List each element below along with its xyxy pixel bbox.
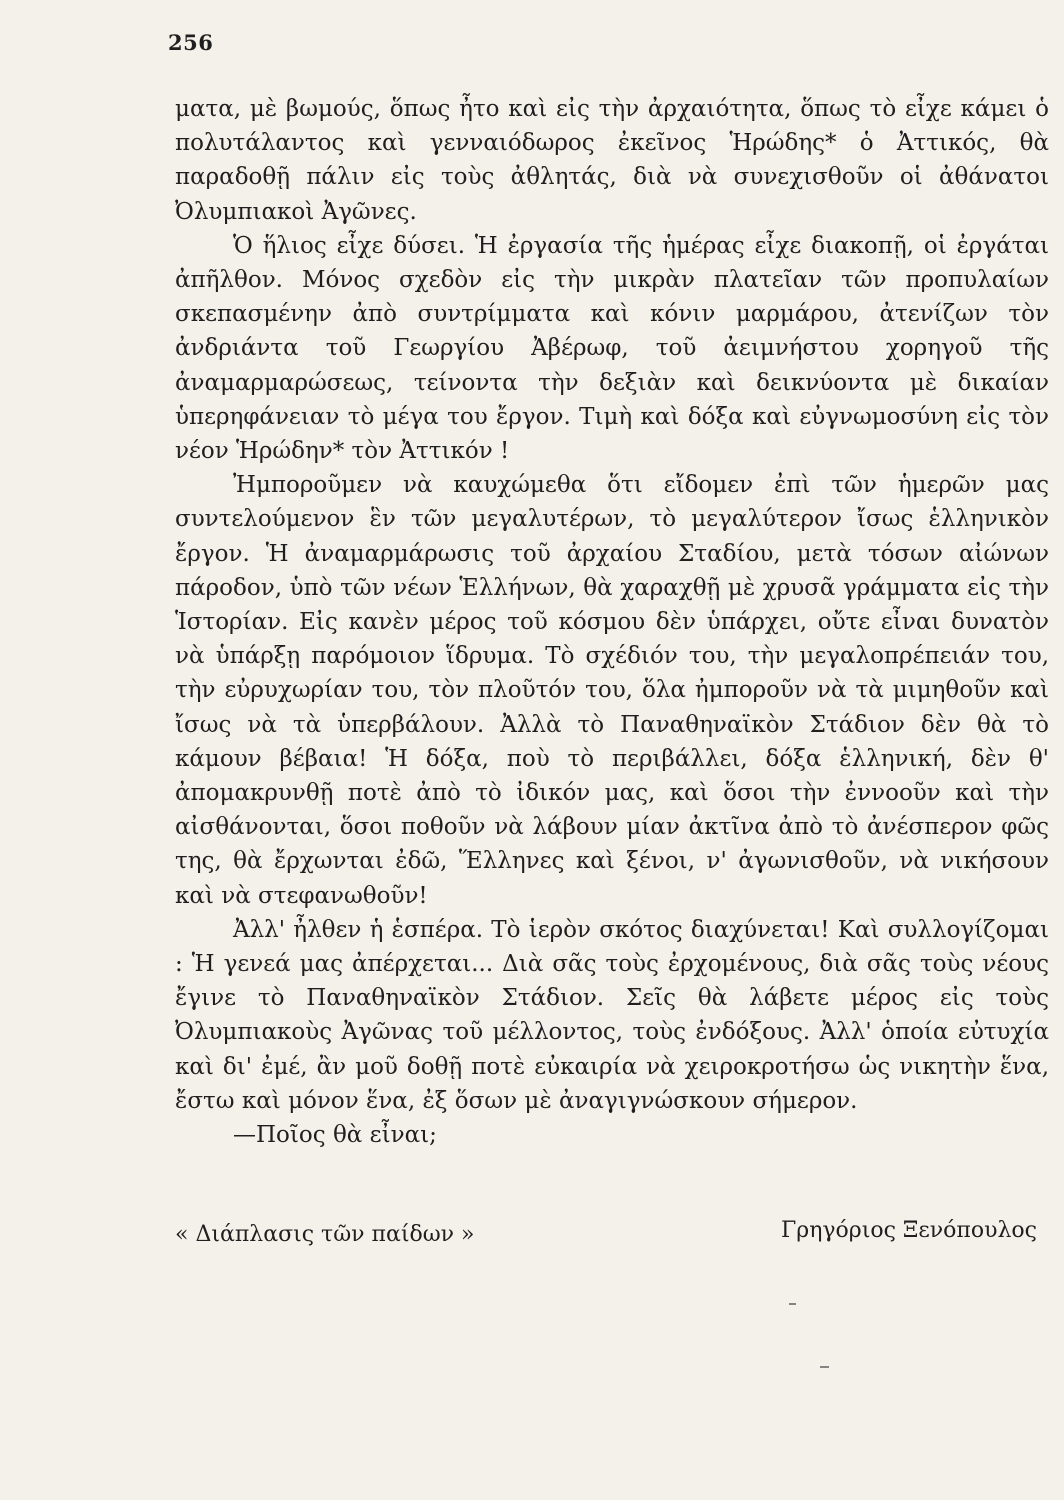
page-mark <box>820 1366 829 1368</box>
author-signature: Γρηγόριος Ξενόπουλος <box>781 1218 1037 1243</box>
article-footer <box>175 1218 1037 1256</box>
article-body <box>175 92 1049 1152</box>
closing-question: —Ποῖος θὰ εἶναι; <box>233 1122 437 1149</box>
paragraph-4: Ἀλλ' ἦλθεν ἡ ἑσπέρα. Τὸ ἱερὸν σκότος διαχύνεται! Καὶ συλλογίζομαι : Ἡ γενεά μας ἀπέρχεται... Διὰ σᾶς τοὺς ἐρχομένους, διὰ σᾶς τοὺς νέους ἔγινε τὸ Παναθηναϊκὸν Στάδιον. Σεῖς θὰ λάβετε μέρος εἰς τοὺς Ὀλυμπιακοὺς Ἀγῶνας τοῦ μέλλοντος, τοὺς ἐνδόξους. Ἀλλ' ὁποία εὐτυχία καὶ δι' ἐμέ, ἂν μοῦ δοθῇ ποτὲ εὐκαιρία νὰ χειροκροτήσω ὡς νικητὴν ἕνα, ἔστω καὶ μόνον ἕνα, ἐξ ὅσων μὲ ἀναγιγνώσκουν σήμερον. <box>175 916 1049 1114</box>
paragraph-3: Ἠμποροῦμεν νὰ καυχώμεθα ὅτι εἴδομεν ἐπὶ τῶν ἡμερῶν μας συντελούμενον ἓν τῶν μεγαλυτέρων, τὸ μεγαλύτερον ἴσως ἑλληνικὸν ἔργον. Ἡ ἀναμαρμάρωσις τοῦ ἀρχαίου Σταδίου, μετὰ τόσων αἰώνων πάροδον, ὑπὸ τῶν νέων Ἑλλήνων, θὰ χαραχθῇ μὲ χρυσᾶ γράμματα εἰς τὴν Ἱστορίαν. Εἰς κανὲν μέρος τοῦ κόσμου δὲν ὑπάρχει, οὔτε εἶναι δυνατὸν νὰ ὑπάρξῃ παρόμοιον ἵδρυμα. Τὸ σχέδιόν του, τὴν μεγαλοπρέπειάν του, τὴν εὐρυχωρίαν του, τὸν πλοῦτόν του, ὅλα ἠμποροῦν νὰ τὰ μιμηθοῦν καὶ ἴσως νὰ τὰ ὑπερβάλουν. Ἀλλὰ τὸ Παναθηναϊκὸν Στάδιον δὲν θὰ τὸ κάμουν βέβαια! Ἡ δόξα, ποὺ τὸ περιβάλλει, δόξα ἑλληνική, δὲν θ' ἀπομακρυνθῇ ποτὲ ἀπὸ τὸ ἰδικόν μας, καὶ ὅσοι τὴν ἐννοοῦν καὶ τὴν αἰσθάνονται, ὅσοι ποθοῦν νὰ λάβουν μίαν ἀκτῖνα ἀπὸ τὸ ἀνέσπερον φῶς της, θὰ ἔρχωνται ἐδῶ, Ἕλληνες καὶ ξένοι, ν' ἀγωνισθοῦν, νὰ νικήσουν καὶ νὰ στεφανωθοῦν! <box>175 472 1049 909</box>
paragraph-1: ματα, μὲ βωμούς, ὅπως ἦτο καὶ εἰς τὴν ἀρχαιότητα, ὅπως τὸ εἶχε κάμει ὁ πολυτάλαντος καὶ γενναιόδωρος ἐκεῖνος Ἡρώδης* ὁ Ἀττικός, θὰ παραδοθῇ πάλιν εἰς τοὺς ἀθλητάς, διὰ νὰ συνεχισθοῦν οἱ ἀθάνατοι Ὀλυμπιακοὶ Ἀγῶνες. <box>175 96 1049 225</box>
page-number: 256 <box>168 30 214 55</box>
page-mark <box>789 1303 796 1305</box>
source-citation: « Διάπλασις τῶν παίδων » <box>175 1222 475 1247</box>
paragraph-2: Ὁ ἥλιος εἶχε δύσει. Ἡ ἐργασία τῆς ἡμέρας εἶχε διακοπῇ, οἱ ἐργάται ἀπῆλθον. Μόνος σχεδὸν εἰς τὴν μικρὰν πλατεῖαν τῶν προπυλαίων σκεπασμένην ἀπὸ συντρίμματα καὶ κόνιν μαρμάρου, ἀτενίζων τὸν ἀνδριάντα τοῦ Γεωργίου Ἀβέρωφ, τοῦ ἀειμνήστου χορηγοῦ τῆς ἀναμαρμαρώσεως, τείνοντα τὴν δεξιὰν καὶ δεικνύοντα μὲ δικαίαν ὑπερηφάνειαν τὸ μέγα του ἔργον. Τιμὴ καὶ δόξα καὶ εὐγνωμοσύνη εἰς τὸν νέον Ἡρώδην* τὸν Ἀττικόν ! <box>175 232 1049 465</box>
